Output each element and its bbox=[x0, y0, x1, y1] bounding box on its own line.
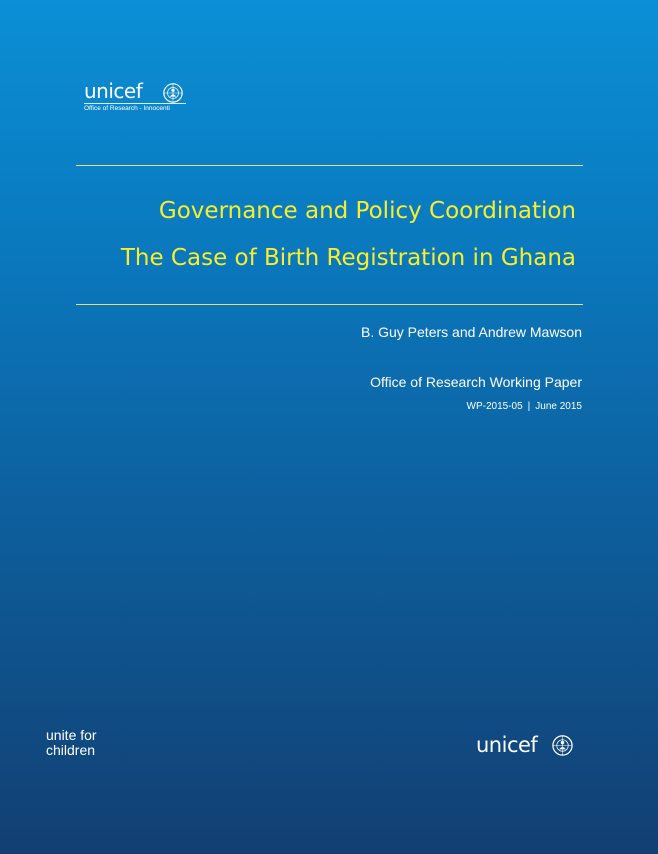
title-line-1: Governance and Policy Coordination bbox=[158, 198, 576, 224]
logo-wordmark: unicef bbox=[84, 79, 143, 103]
logo-underline bbox=[84, 103, 186, 104]
unicef-innocenti-logo bbox=[84, 80, 194, 118]
slogan-line-2: children bbox=[46, 742, 96, 758]
footer-logo-wordmark: unicef bbox=[476, 733, 538, 757]
bottom-divider bbox=[76, 304, 583, 305]
paper-identifier bbox=[467, 401, 582, 412]
unite-for-children-slogan bbox=[46, 728, 97, 758]
paper-number: WP-2015-05 bbox=[466, 401, 523, 412]
title-line-2: The Case of Birth Registration in Ghana bbox=[120, 245, 576, 271]
series-name: Office of Research Working Paper bbox=[370, 374, 582, 390]
publication-date: June 2015 bbox=[535, 401, 582, 412]
authors: B. Guy Peters and Andrew Mawson bbox=[361, 324, 582, 340]
logo-subtitle: Office of Research - Innocenti bbox=[84, 105, 170, 112]
unicef-emblem-icon bbox=[162, 82, 184, 104]
top-divider bbox=[76, 165, 583, 166]
id-separator: | bbox=[527, 401, 531, 412]
unicef-emblem-icon bbox=[551, 734, 574, 757]
slogan-line-1: unite for bbox=[46, 727, 97, 743]
unicef-footer-logo bbox=[476, 732, 586, 762]
